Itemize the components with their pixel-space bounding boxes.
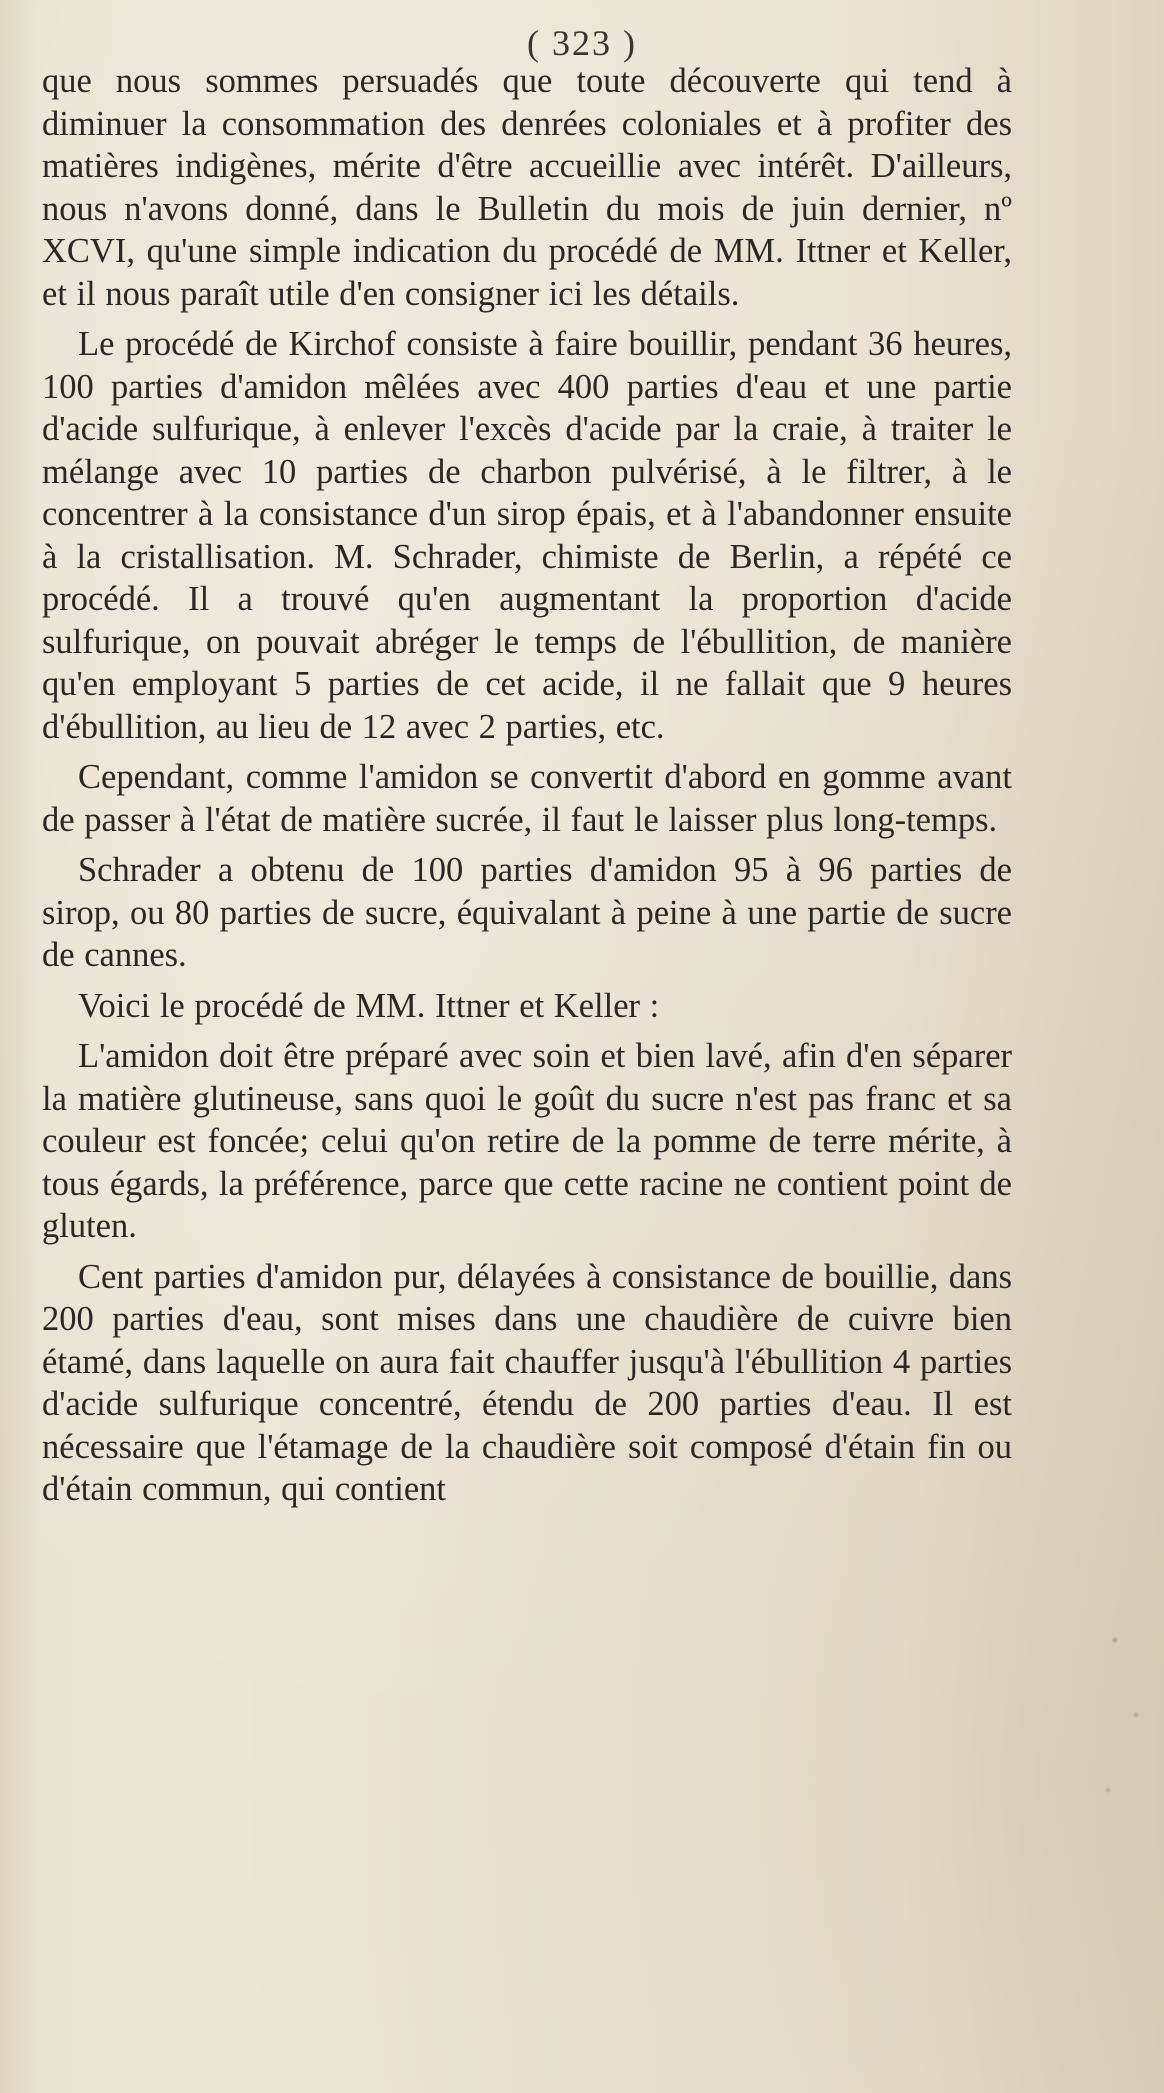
paper-foxing-spots <box>1094 1580 1164 1880</box>
paragraph-6: L'amidon doit être préparé avec soin et bien lavé, afin d'en séparer la matière glutineuse, sans quoi le goût du sucre n'est pas franc et sa couleur est foncée; celui qu'on retire de la pomme de terre mérite, à tous égards, la préférence, parce que cette racine ne contient point de gluten. <box>42 1037 1012 1245</box>
paragraph-1: que nous sommes persuadés que toute découverte qui tend à diminuer la consommation des denrées coloniales et à profiter des matières indigènes, mérite d'être accueillie avec intérêt. D'ailleurs, nous n'avons donné, dans le Bulletin du mois de juin dernier, nº XCVI, qu'une simple indication du procédé de MM. Ittner et Keller, et il nous paraît utile d'en consigner ici les détails. <box>42 62 1012 313</box>
paragraph-4: Schrader a obtenu de 100 parties d'amidon 95 à 96 parties de sirop, ou 80 parties de sucre, équivalant à peine à une partie de sucre de cannes. <box>42 851 1012 974</box>
paragraph-2: Le procédé de Kirchof consiste à faire bouillir, pendant 36 heures, 100 parties d'amidon mêlées avec 400 parties d'eau et une partie d'acide sulfurique, à enlever l'excès d'acide par la craie, à traiter le mélange avec 10 parties de charbon pulvérisé, à le filtrer, à le concentrer à la consistance d'un sirop épais, et à l'abandonner ensuite à la cristallisation. M. Schrader, chimiste de Berlin, a répété ce procédé. Il a trouvé qu'en augmentant la proportion d'acide sulfurique, on pouvait abréger le temps de l'ébullition, de manière qu'en employant 5 parties de cet acide, il ne fallait que 9 heures d'ébullition, au lieu de 12 avec 2 parties, etc. <box>42 325 1012 746</box>
paragraph-5: Voici le procédé de MM. Ittner et Keller : <box>78 986 660 1025</box>
body-text <box>42 60 1012 1519</box>
paragraph-7: Cent parties d'amidon pur, délayées à consistance de bouillie, dans 200 parties d'eau, sont mises dans une chaudière de cuivre bien étamé, dans laquelle on aura fait chauffer jusqu'à l'ébullition 4 parties d'acide sulfurique concentré, étendu de 200 parties d'eau. Il est nécessaire que l'étamage de la chaudière soit composé d'étain fin ou d'étain commun, qui contient <box>42 1257 1012 1508</box>
page-number: ( 323 ) <box>527 23 637 63</box>
paragraph-3: Cependant, comme l'amidon se convertit d'abord en gomme avant de passer à l'état de matière sucrée, il faut le laisser plus long-temps. <box>42 758 1012 839</box>
